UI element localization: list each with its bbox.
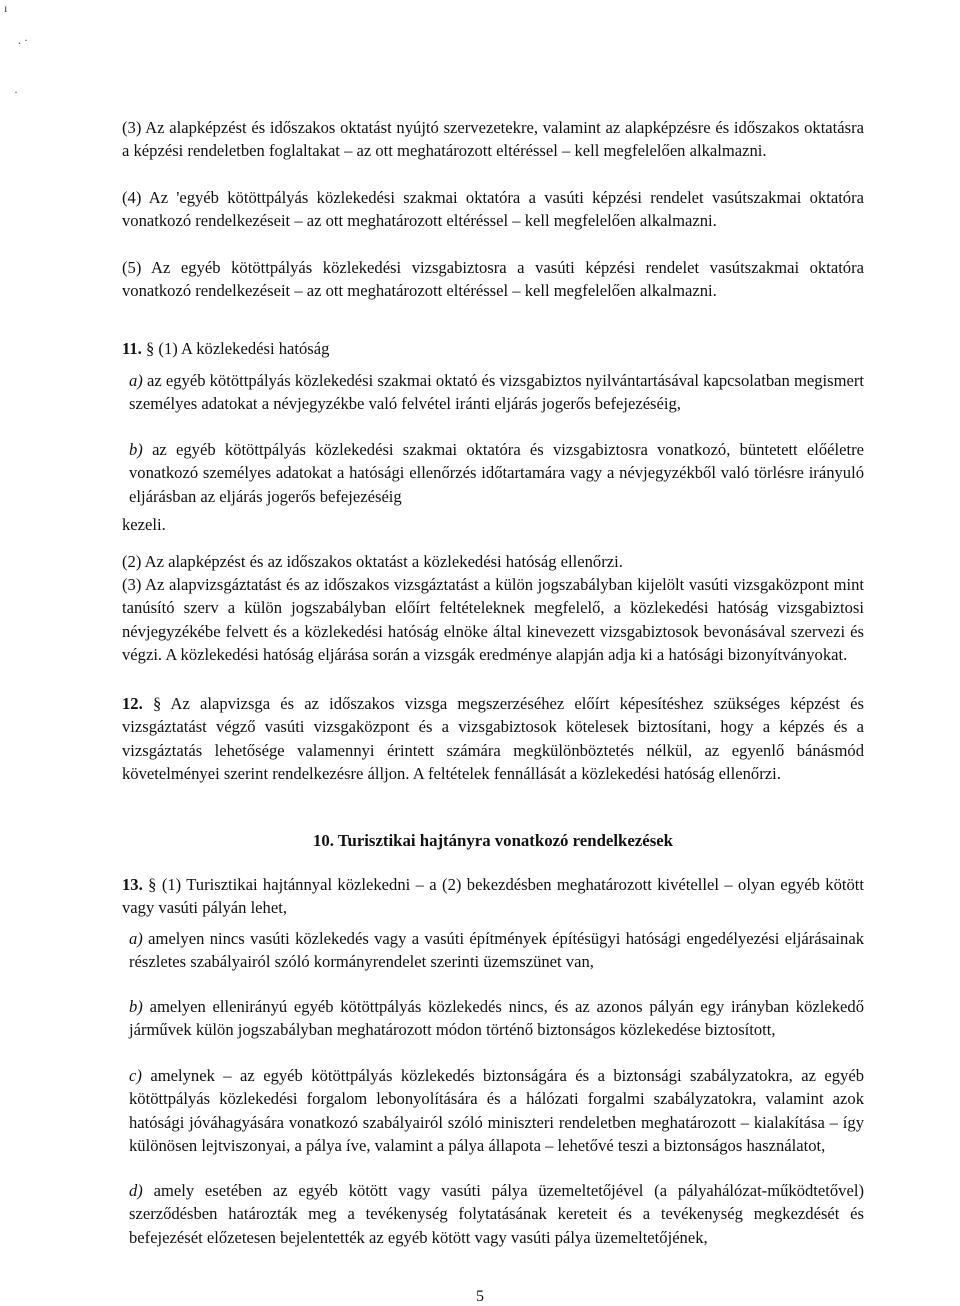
paragraph-5-examiner: (5) Az egyéb kötöttpályás közlekedési vizsgabiztosra a vasúti képzési rendelet vasútszakmai oktatóra vonatkozó rendelkezéseit – az ott meghatározott eltéréssel – kell megfelelően alkalmazni. <box>122 258 864 301</box>
scan-speck: ı <box>4 1 8 15</box>
section-number: 12. <box>122 694 143 713</box>
section-13-point-d <box>129 1179 864 1249</box>
section-13-intro-text: § (1) Turisztikai hajtánnyal közlekedni – a (2) bekezdésben meghatározott kivétellel – olyan egyéb kötött vagy vasúti pályán lehet, <box>122 875 864 918</box>
section-12-text: § Az alapvizsga és az időszakos vizsga megszerzéséhez előírt képesítéshez szükséges képzést és vizsgáztatást végző vasúti vizsgaközpont és a vizsgabiztosok kötelesek biztosítani, hogy a képzés és a vizsgáztatás lehetősége valamennyi érintett számára megkülönböztetés nélkül, az egyenlő bánásmód követelményei szerint rendelkezésre álljon. A feltételek fennállását a közlekedési hatóság ellenőrzi. <box>122 694 864 783</box>
scan-speck: . · <box>18 33 28 47</box>
section-11-paragraph-3: (3) Az alapvizsgáztatást és az időszakos vizsgáztatást a külön jogszabályban kijelölt vasúti vizsgaközpont mint tanúsító szerv a külön jogszabályban előírt feltételeknek megfelelő, a közlekedési hatóság vizsgabiztosi névjegyzékébe felvett és a közlekedési hatóság elnöke által kinevezett vizsgabiztosok bevonásával szervezi és végzi. A közlekedési hatóság eljárása során a vizsgák eredménye alapján adja ki a hatósági bizonyítványokat. <box>122 575 864 664</box>
section-12 <box>122 692 864 785</box>
chapter-heading: 10. Turisztikai hajtányra vonatkozó rendelkezések <box>312 831 674 850</box>
section-11-paragraph-2: (2) Az alapképzést és az időszakos oktatást a közlekedési hatóság ellenőrzi. <box>122 552 623 571</box>
section-11-point-b <box>129 438 864 508</box>
point-text: az egyéb kötöttpályás közlekedési szakmai oktató és vizsgabiztos nyilvántartásával kapcsolatban megismert személyes adatokat a névjegyzékbe való felvétel iránti eljárás jogerős befejezéséig, <box>129 371 864 414</box>
page-number: 5 <box>476 1288 484 1305</box>
point-letter: c) <box>129 1066 142 1085</box>
point-text: amely esetében az egyéb kötött vagy vasúti pálya üzemeltetőjével (a pályahálózat-működtetővel) szerződésben határozták meg a tevékenység folytatásának kereteit és a tevékenység megkezdését és befejezését előzetesen bejelentették az egyéb kötött vagy vasúti pálya üzemeltetőjének, <box>129 1181 864 1247</box>
scan-speck: · <box>14 85 18 99</box>
point-text: az egyéb kötöttpályás közlekedési szakmai oktatóra és vizsgabiztosra vonatkozó, büntetett előéletre vonatkozó személyes adatokat a hatósági ellenőrzés időtartamára vagy a névjegyzékből való törlésre irányuló eljárásban az eljárás jogerős befejezéséig <box>129 440 864 506</box>
point-text: amelyen nincs vasúti közlekedés vagy a vasúti építmények építésügyi hatósági engedélyezési eljárásainak részletes szabályairól szóló kormányrendelet szerinti üzemszünet van, <box>129 929 864 972</box>
point-text: amelyen ellenirányú egyéb kötöttpályás közlekedés nincs, és az azonos pályán egy irányban közlekedő járművek külön jogszabályban meghatározott módon történő biztonságos közlekedése biztosított, <box>129 997 864 1040</box>
section-13-point-a <box>129 927 864 974</box>
section-11-kezeli: kezeli. <box>122 515 166 534</box>
point-letter: d) <box>129 1181 143 1200</box>
section-13-intro <box>122 873 864 920</box>
section-13-point-b <box>129 995 864 1042</box>
section-11-intro <box>122 337 864 360</box>
point-letter: b) <box>129 997 143 1016</box>
section-number: 13. <box>122 875 143 894</box>
point-text: amelynek – az egyéb kötöttpályás közlekedés biztonságára és a biztonsági szabályzatokra, az egyéb kötöttpályás közlekedési forgalom lebonyolítására és a hálózati forgalmi szabályzatokra, valamint azok hatósági jóváhagyására vonatkozó szabályairól szóló miniszteri rendeletben meghatározott – kialakítása – így különösen lejtviszonyai, a pálya íve, valamint a pálya állapota – lehetővé teszi a biztonságos használatot, <box>129 1066 864 1155</box>
section-13-point-c <box>129 1064 864 1157</box>
section-11-intro-text: § (1) A közlekedési hatóság <box>145 339 330 358</box>
section-number: 11. <box>122 339 142 358</box>
point-letter: b) <box>129 440 143 459</box>
paragraph-3-training-organizations: (3) Az alapképzést és időszakos oktatást nyújtó szervezetekre, valamint az alapképzésre és időszakos oktatásra a képzési rendeletben foglaltakat – az ott meghatározott eltéréssel – kell megfelelően alkalmazni. <box>122 118 864 161</box>
point-letter: a) <box>129 371 143 390</box>
section-11-point-a <box>129 369 864 416</box>
paragraph-4-instructor: (4) Az 'egyéb kötöttpályás közlekedési szakmai oktatóra a vasúti képzési rendelet vasútszakmai oktatóra vonatkozó rendelkezéseit – az ott meghatározott eltéréssel – kell megfelelően alkalmazni. <box>122 188 864 231</box>
point-letter: a) <box>129 929 143 948</box>
